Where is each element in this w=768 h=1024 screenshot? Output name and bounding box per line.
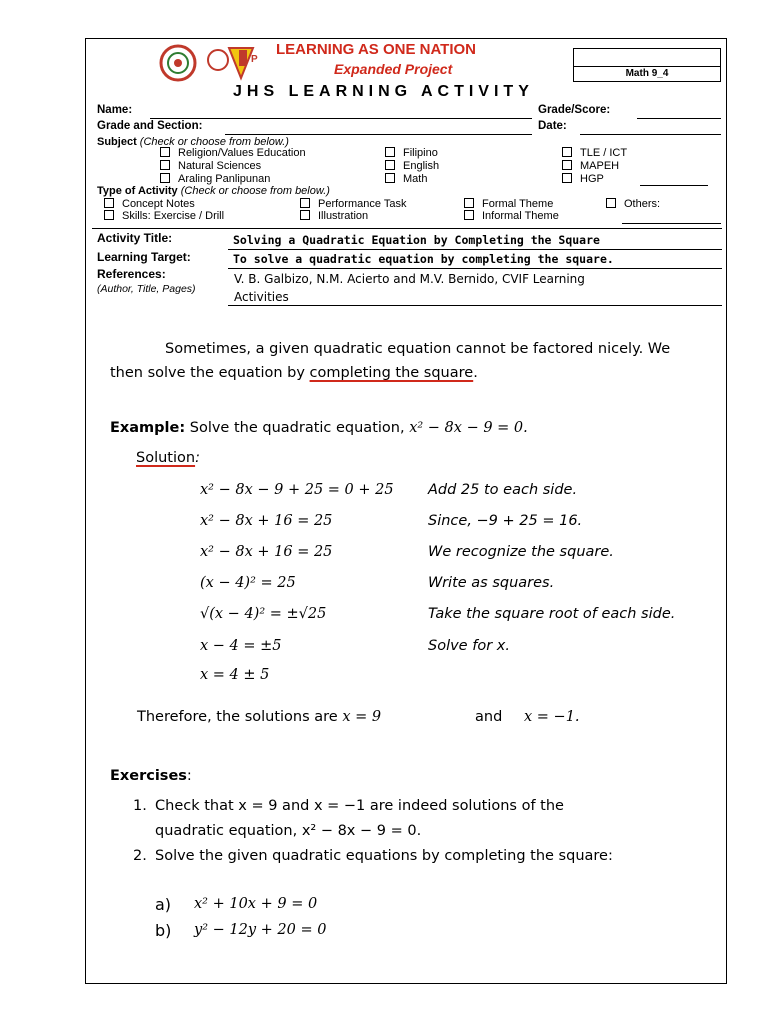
checkbox-icon[interactable] [104, 198, 114, 208]
part-b-label: b) [155, 921, 172, 940]
type-option[interactable]: Skills: Exercise / Drill [104, 210, 224, 222]
checkbox-icon[interactable] [464, 210, 474, 220]
step-note: Take the square root of each side. [428, 606, 676, 622]
example-statement: Example: Solve the quadratic equation, x² − 8x − 9 = 0. [110, 420, 528, 436]
type-option[interactable]: Illustration [300, 210, 368, 222]
checkbox-icon[interactable] [160, 160, 170, 170]
part-b-equation: y² − 12y + 20 = 0 [194, 922, 327, 938]
checkbox-icon[interactable] [160, 173, 170, 183]
type-option[interactable]: Informal Theme [464, 210, 559, 222]
code-box [573, 48, 721, 82]
checkbox-icon[interactable] [300, 210, 310, 220]
step-equation: x² − 8x + 16 = 25 [200, 513, 333, 529]
solution-two: x = −1. [524, 709, 580, 725]
learning-target-label: Learning Target: [97, 250, 191, 264]
references-value: V. B. Galbizo, N.M. Acierto and M.V. Bernido, CVIF Learning Activities [234, 272, 585, 304]
type-option[interactable]: Formal Theme [464, 198, 553, 210]
subject-option[interactable]: Math [385, 173, 427, 185]
date-label: Date: [538, 120, 567, 132]
checkbox-icon[interactable] [606, 198, 616, 208]
checkbox-icon[interactable] [562, 147, 572, 157]
step-note: We recognize the square. [428, 544, 614, 560]
subject-option[interactable]: Natural Sciences [160, 160, 261, 172]
hgp-field[interactable] [640, 185, 708, 186]
others-field[interactable] [622, 223, 721, 224]
step-equation: √(x − 4)² = ±√25 [200, 606, 327, 622]
step-note: Since, −9 + 25 = 16. [428, 513, 583, 529]
activity-title-line [228, 249, 722, 250]
name-label: Name: [97, 104, 133, 116]
subject-option[interactable]: MAPEH [562, 160, 619, 172]
references-line [228, 305, 722, 306]
part-a-label: a) [155, 895, 172, 914]
subject-option[interactable]: TLE / ICT [562, 147, 627, 159]
svg-text:P: P [251, 54, 258, 65]
references-hint: (Author, Title, Pages) [97, 283, 196, 295]
subject-option[interactable]: Religion/Values Education [160, 147, 306, 159]
divider [92, 228, 722, 229]
therefore-text: Therefore, the solutions are x = 9 [137, 709, 382, 725]
step-note: Add 25 to each side. [428, 482, 578, 498]
exercise-number: 2. [133, 848, 147, 864]
grade-score-field[interactable] [637, 118, 721, 119]
step-note: Solve for x. [428, 638, 510, 654]
exercise-item: Check that x = 9 and x = −1 are indeed solutions of the [155, 798, 564, 814]
references-label: References: [97, 267, 166, 281]
checkbox-icon[interactable] [562, 173, 572, 183]
checkbox-icon[interactable] [385, 147, 395, 157]
grade-score-label: Grade/Score: [538, 104, 611, 116]
step-equation: x = 4 ± 5 [200, 667, 270, 683]
type-heading: Type of Activity (Check or choose from below.) [97, 185, 330, 197]
checkbox-icon[interactable] [104, 210, 114, 220]
subject-option[interactable]: English [385, 160, 439, 172]
subject-option[interactable]: Filipino [385, 147, 438, 159]
checkbox-icon[interactable] [562, 160, 572, 170]
subject-option[interactable]: Araling Panlipunan [160, 173, 270, 185]
and-text: and [475, 709, 503, 725]
intro-line2: then solve the equation by completing the square. [110, 365, 478, 381]
checkbox-icon[interactable] [300, 198, 310, 208]
header-subtitle: Expanded Project [334, 61, 453, 77]
subject-option[interactable]: HGP [562, 173, 604, 185]
exercises-heading: Exercises: [110, 768, 192, 784]
type-option[interactable]: Others: [606, 198, 660, 210]
checkbox-icon[interactable] [385, 160, 395, 170]
cvif-logo-icon [205, 42, 269, 82]
step-equation: x² − 8x − 9 + 25 = 0 + 25 [200, 482, 394, 498]
learning-target-line [228, 268, 722, 269]
header-title: LEARNING AS ONE NATION [276, 41, 477, 58]
exercise-number: 1. [133, 798, 147, 814]
school-seal-icon [156, 44, 200, 82]
grade-section-label: Grade and Section: [97, 120, 203, 132]
checkbox-icon[interactable] [385, 173, 395, 183]
type-option[interactable]: Concept Notes [104, 198, 195, 210]
date-field[interactable] [580, 134, 721, 135]
type-option[interactable]: Performance Task [300, 198, 406, 210]
activity-title-label: Activity Title: [97, 231, 173, 245]
step-note: Write as squares. [428, 575, 555, 591]
exercise-item: Solve the given quadratic equations by completing the square: [155, 848, 613, 864]
grade-section-field[interactable] [225, 134, 532, 135]
activity-heading: JHS LEARNING ACTIVITY [233, 83, 534, 100]
subject-heading: Subject (Check or choose from below.) [97, 136, 289, 148]
intro-line1: Sometimes, a given quadratic equation cannot be factored nicely. We [165, 341, 671, 357]
step-equation: (x − 4)² = 25 [200, 575, 296, 591]
activity-title-value: Solving a Quadratic Equation by Completing the Square [233, 233, 600, 247]
exercise-item: quadratic equation, x² − 8x − 9 = 0. [155, 823, 422, 839]
name-field[interactable] [150, 118, 532, 119]
solution-label: Solution: [136, 450, 200, 466]
checkbox-icon[interactable] [464, 198, 474, 208]
part-a-equation: x² + 10x + 9 = 0 [194, 896, 318, 912]
activity-code: Math 9_4 [625, 68, 669, 79]
step-equation: x² − 8x + 16 = 25 [200, 544, 333, 560]
completing-square-term: completing the square [309, 365, 474, 381]
checkbox-icon[interactable] [160, 147, 170, 157]
learning-target-value: To solve a quadratic equation by completing the square. [233, 252, 614, 266]
step-equation: x − 4 = ±5 [200, 638, 282, 654]
